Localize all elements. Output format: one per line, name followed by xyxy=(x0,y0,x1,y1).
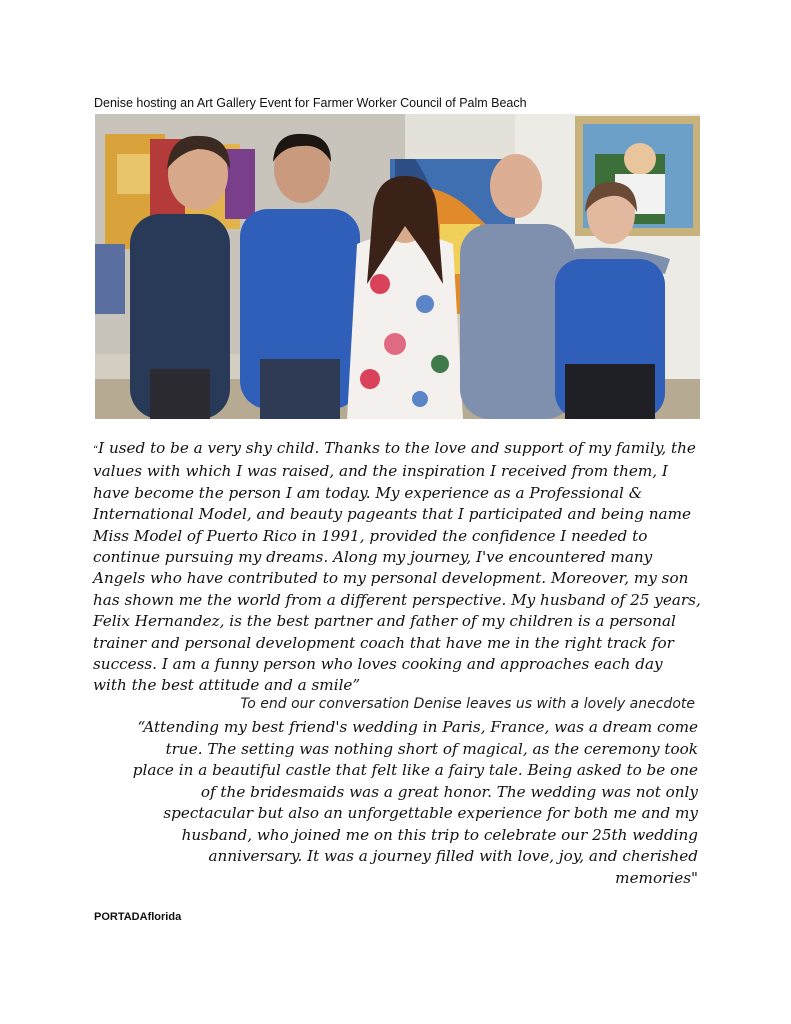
anecdote-lead-in: To end our conversation Denise leaves us with a lovely anecdote xyxy=(240,696,695,712)
group-photo-image xyxy=(95,114,700,419)
anecdote-quote: “Attending my best friend's wedding in Paris, France, was a dream come true. The setting was nothing short of magical, as the ceremony took place in a beautiful castle that felt like a fairy tale. Being asked to be one of the bridesmaids was a great honor. The wedding was not only spectacular but also an unforgettable experience for both me and my husband, who joined me on this trip to celebrate our 25th wedding anniversary. It was a journey filled with love, joy, and cherished memories" xyxy=(132,718,698,887)
group-photo xyxy=(95,114,700,419)
testimonial-quote xyxy=(93,438,701,697)
quote-open-mark: “ xyxy=(93,445,99,456)
photo-caption: Denise hosting an Art Gallery Event for Farmer Worker Council of Palm Beach xyxy=(94,96,527,110)
quote-text: I used to be a very shy child. Thanks to the love and support of my family, the values with which I was raised, and the inspiration I received from them, I have become the person I am today. My experience as a Professional & International Model, and beauty pageants that I participated and being name Miss Model of Puerto Rico in 1991, provided the confidence I needed to continue pursuing my dreams. Along my journey, I've encountered many Angels who have contributed to my personal development. Moreover, my son has shown me the world from a different perspective. My husband of 25 years, Felix Hernandez, is the best partner and father of my children is a personal trainer and personal development coach that have me in the right track for success. I am a funny person who loves cooking and approaches each day with the best attitude and a smile” xyxy=(93,439,701,695)
publication-footer: PORTADAflorida xyxy=(94,911,182,923)
